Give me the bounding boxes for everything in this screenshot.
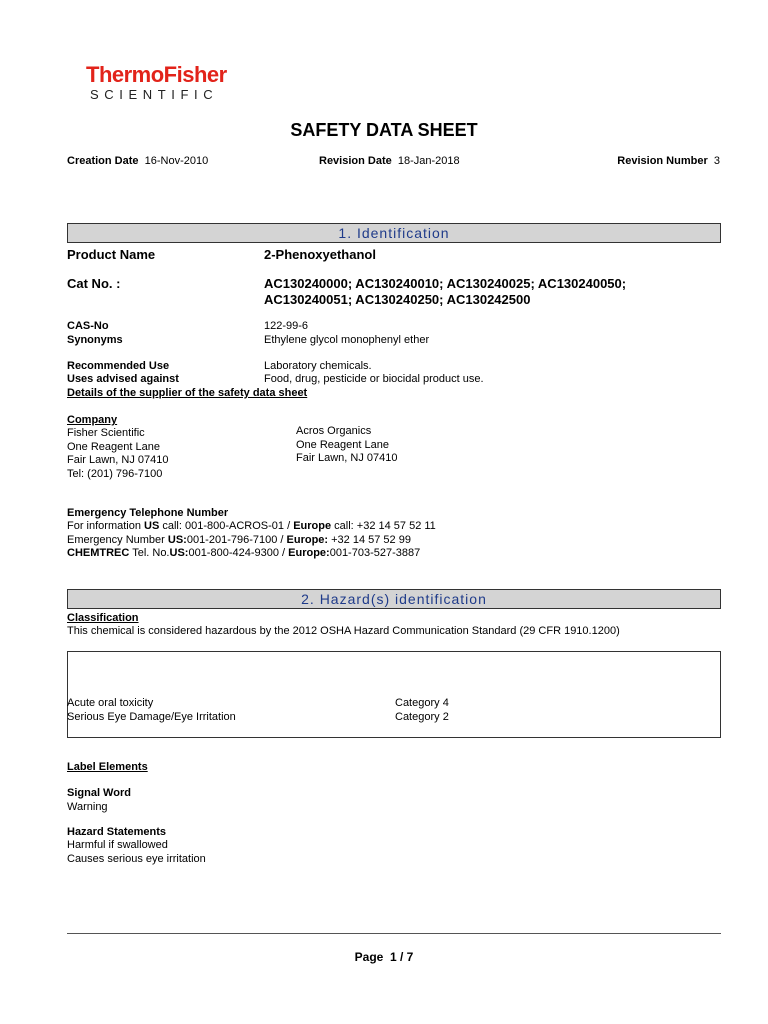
em1-b: US <box>144 520 160 532</box>
em3-a: CHEMTREC <box>67 547 130 559</box>
em3-e: Europe: <box>288 547 330 559</box>
em1-e: call: +32 14 57 52 11 <box>331 520 436 532</box>
emergency-line-2 <box>67 534 436 548</box>
company-fisher-line: One Reagent Lane <box>67 440 160 453</box>
logo-subtitle: SCIENTIFIC <box>90 87 219 102</box>
revision-date <box>319 155 460 167</box>
hazard-classification-box <box>67 651 721 738</box>
label-elements-heading: Label Elements <box>67 761 148 773</box>
hazard-name: Serious Eye Damage/Eye Irritation <box>67 711 236 723</box>
em2-a: Emergency Number <box>67 533 168 546</box>
emergency-line-1 <box>67 520 436 534</box>
revision-date-value: 18-Jan-2018 <box>397 155 460 167</box>
company-label: Company <box>67 414 118 426</box>
company-acros-line: Fair Lawn, NJ 07410 <box>296 452 398 464</box>
emergency-info <box>67 520 436 561</box>
company-acros-line: One Reagent Lane <box>296 438 389 451</box>
cat-no-label: Cat No. : <box>67 276 121 291</box>
classification-label: Classification <box>67 612 139 624</box>
recommended-use-label: Recommended Use <box>67 360 170 372</box>
recommended-use-value: Laboratory chemicals. <box>264 360 372 372</box>
revision-number-value: 3 <box>713 155 720 167</box>
em2-c: 001-201-796-7100 / <box>186 533 287 546</box>
synonyms-value: Ethylene glycol monophenyl ether <box>264 334 430 346</box>
section-1-heading: 1. Identification <box>67 223 721 243</box>
uses-against-label: Uses advised against <box>67 373 179 385</box>
page-number <box>0 950 768 964</box>
document-title: SAFETY DATA SHEET <box>290 120 478 140</box>
company-fisher <box>67 427 169 481</box>
revision-date-label: Revision Date <box>319 155 392 167</box>
company-fisher-line: Tel: (201) 796-7100 <box>67 467 163 480</box>
emergency-heading: Emergency Telephone Number <box>67 507 229 519</box>
product-name-label: Product Name <box>67 247 156 262</box>
classification-text: This chemical is considered hazardous by the 2012 OSHA Hazard Communication Standard (29 CFR 1910.1200) <box>67 625 620 637</box>
company-acros-line: Acros Organics <box>296 425 372 437</box>
revision-number <box>617 155 720 167</box>
page-label: Page <box>354 950 384 964</box>
section-2-heading: 2. Hazard(s) identification <box>67 589 721 609</box>
cat-no-line-2: AC130240051; AC130240250; AC130242500 <box>264 292 531 307</box>
creation-date-value: 16-Nov-2010 <box>144 155 209 167</box>
logo-wordmark: ThermoFisher <box>86 62 227 87</box>
em2-b: US: <box>167 533 187 546</box>
synonyms-label: Synonyms <box>67 334 123 346</box>
em2-e: +32 14 57 52 99 <box>328 533 411 546</box>
em2-d: Europe: <box>286 533 329 546</box>
em1-d: Europe <box>293 520 332 532</box>
hazard-statement: Causes serious eye irritation <box>67 852 206 865</box>
creation-date <box>67 155 208 167</box>
company-acros <box>296 425 398 466</box>
hazard-statements-list <box>67 839 206 866</box>
signal-word-value: Warning <box>67 801 108 813</box>
emergency-line-3 <box>67 547 436 561</box>
company-fisher-line: Fisher Scientific <box>67 427 145 439</box>
page-value: 1 / 7 <box>390 950 414 964</box>
cat-no-line-1: AC130240000; AC130240010; AC130240025; AC130240050; <box>264 276 627 291</box>
em3-d: 001-800-424-9300 / <box>188 547 289 559</box>
hazard-statements-label: Hazard Statements <box>67 826 167 838</box>
creation-date-label: Creation Date <box>67 155 139 167</box>
product-name-value: 2-Phenoxyethanol <box>264 247 376 262</box>
hazard-category: Category 2 <box>395 711 449 723</box>
hazard-statement: Harmful if swallowed <box>67 839 168 851</box>
footer-divider <box>67 933 721 934</box>
supplier-heading: Details of the supplier of the safety data sheet <box>67 387 308 399</box>
hazard-name: Acute oral toxicity <box>67 697 154 709</box>
em3-b: Tel. No. <box>129 547 170 559</box>
em1-a: For information <box>67 520 145 532</box>
uses-against-value: Food, drug, pesticide or biocidal product use. <box>264 373 484 385</box>
hazard-category: Category 4 <box>395 697 449 709</box>
signal-word-label: Signal Word <box>67 787 131 799</box>
cas-value: 122-99-6 <box>264 320 309 332</box>
em3-c: US: <box>169 547 189 559</box>
revision-number-label: Revision Number <box>617 155 708 167</box>
em1-c: call: 001-800-ACROS-01 / <box>159 520 294 532</box>
cas-label: CAS-No <box>67 320 109 332</box>
company-fisher-line: Fair Lawn, NJ 07410 <box>67 454 169 466</box>
em3-f: 001-703-527-3887 <box>329 547 421 559</box>
